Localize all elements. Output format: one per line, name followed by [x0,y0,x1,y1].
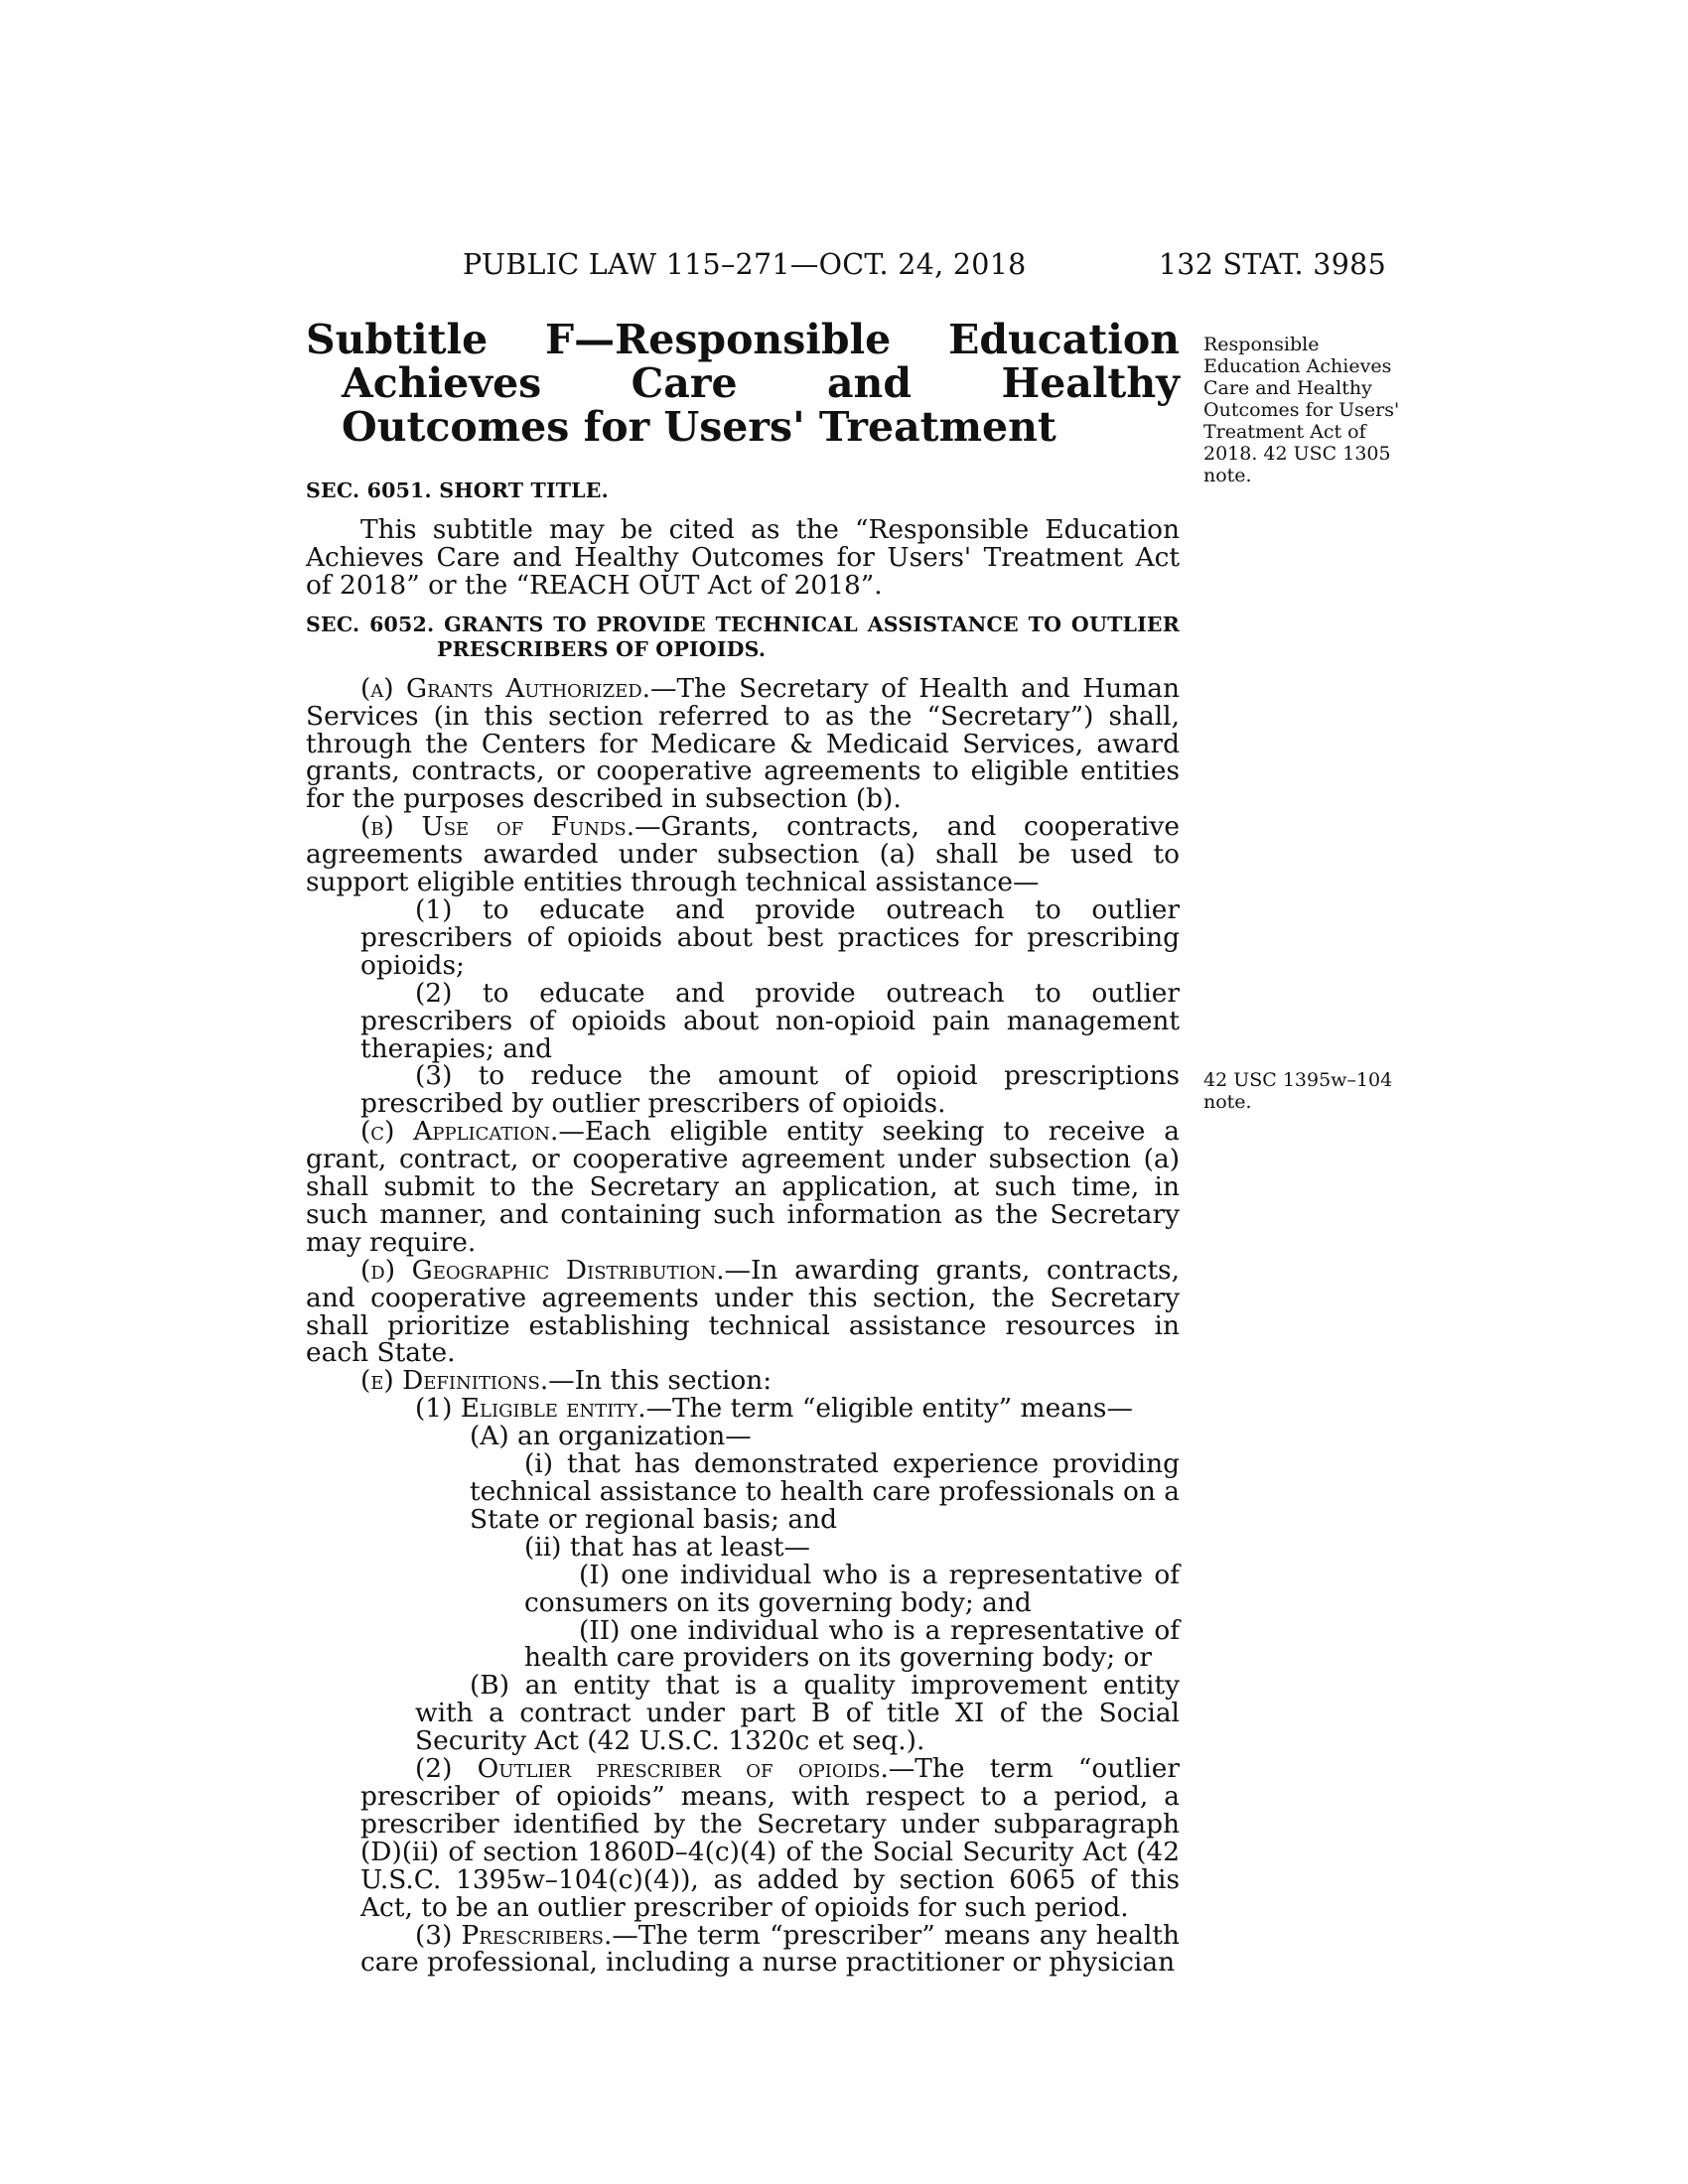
clause-ii: (ii) that has at least— [524,1531,810,1563]
subsection-d-text: —In awarding grants, contracts, and cooperative agreements under this section, the Secretary shall prioritize establishing technical assistance resources in each State. [306,1254,1180,1369]
paragraph-e3 [306,1919,1180,1979]
subsection-b [306,813,1180,896]
subsection-e-text: —In this section: [548,1365,773,1397]
paragraph-b1: (1) to educate and provide outreach to outlier prescribers of opioids about best practices for prescribing opioids; [360,893,1180,981]
paragraph-e3-label: (3) Prescribers. [415,1919,613,1951]
paragraph-e1-text: —The term “eligible entity” means— [645,1393,1133,1425]
margin-note-usc: 42 USC 1395w–104 note. [1203,1069,1393,1113]
page-header [463,248,1386,288]
clause-i: (i) that has demonstrated experience providing technical assistance to health care professionals on a State or regional basis; and [470,1448,1180,1535]
subsection-c-text: —Each eligible entity seeking to receive a grant, contract, or cooperative agreement under subsection (a) shall submit to the Secretary an application, at such time, in such manner, and containing such information as the Secretary may require. [306,1116,1180,1258]
paragraph-e2 [306,1755,1180,1921]
subsection-a-label: (a) Grants Authorized. [360,672,651,704]
subsection-b-text: —Grants, contracts, and cooperative agreements awarded under subsection (a) shall be used to support eligible entities through technical assistance— [306,811,1180,898]
subclause-II: (II) one individual who is a representative of health care providers on its governing body; or [524,1614,1180,1674]
subsection-c [306,1118,1180,1257]
sec-6051-text: This subtitle may be cited as the “Responsible Education Achieves Care and Healthy Outcomes for Users' Treatment Act of 2018” or the “REACH OUT Act of 2018”. [306,514,1180,601]
margin-note-short-title: Responsible Education Achieves Care and Healthy Outcomes for Users' Treatment Act of 2018. 42 USC 1305 note. [1203,334,1400,486]
subtitle-heading: Subtitle F—Responsible Education Achieves Care and Healthy Outcomes for Users' Treatment [306,316,1180,451]
sec-6051-heading: SEC. 6051. SHORT TITLE. [306,478,609,502]
subsection-b-label: (b) Use of Funds. [360,811,635,843]
paragraph-e2-text: —The term “outlier prescriber of opioids” means, with respect to a period, a prescriber identified by the Secretary under subparagraph (D)(ii) of section 1860D–4(c)(4) of the Social Security Act (42 U.S.C. 1395w–104(c)(4)), as added by section 6065 of this Act, to be an outlier prescriber of opioids for such period. [360,1753,1180,1923]
subsection-a-text: —The Secretary of Health and Human Services (in this section referred to as the “Secretary”) shall, through the Centers for Medicare & Medicaid Services, award grants, contracts, or cooperative agreements to eligible entities for the purposes described in subsection (b). [306,672,1180,815]
subsection-c-label: (c) Application. [360,1116,559,1148]
subclause-I: (I) one individual who is a representative of consumers on its governing body; and [524,1559,1180,1618]
paragraph-e2-label: (2) Outlier prescriber of opioids. [415,1753,889,1785]
subsection-d-label: (d) Geographic Distribution. [360,1254,725,1286]
subparagraph-A: (A) an organization— [470,1421,752,1452]
paragraph-e3-text: —The term “prescriber” means any health care professional, including a nurse practitioner or physician [360,1919,1180,1979]
subsection-d [306,1254,1180,1369]
subsection-e [306,1367,1180,1395]
public-law-citation: PUBLIC LAW 115–271—OCT. 24, 2018 [463,248,1027,281]
statute-page-number: 132 STAT. 3985 [1158,248,1386,281]
document-body [306,318,1180,1977]
sec-6052-heading: SEC. 6052. GRANTS TO PROVIDE TECHNICAL ASSISTANCE TO OUTLIER PRESCRIBERS OF OPIOIDS. [306,612,1180,661]
paragraph-b3: (3) to reduce the amount of opioid prescriptions prescribed by outlier prescribers of opioids. [360,1060,1180,1120]
paragraph-e1-label: (1) Eligible entity. [415,1393,646,1425]
paragraph-b2: (2) to educate and provide outreach to outlier prescribers of opioids about non-opioid pain management therapies; and [360,977,1180,1064]
subsection-a [306,672,1180,815]
paragraph-e1 [306,1395,1180,1423]
subparagraph-B: (B) an entity that is a quality improvement entity with a contract under part B of title XI of the Social Security Act (42 U.S.C. 1320c et seq.). [415,1670,1180,1757]
subsection-e-label: (e) Definitions. [360,1365,549,1397]
